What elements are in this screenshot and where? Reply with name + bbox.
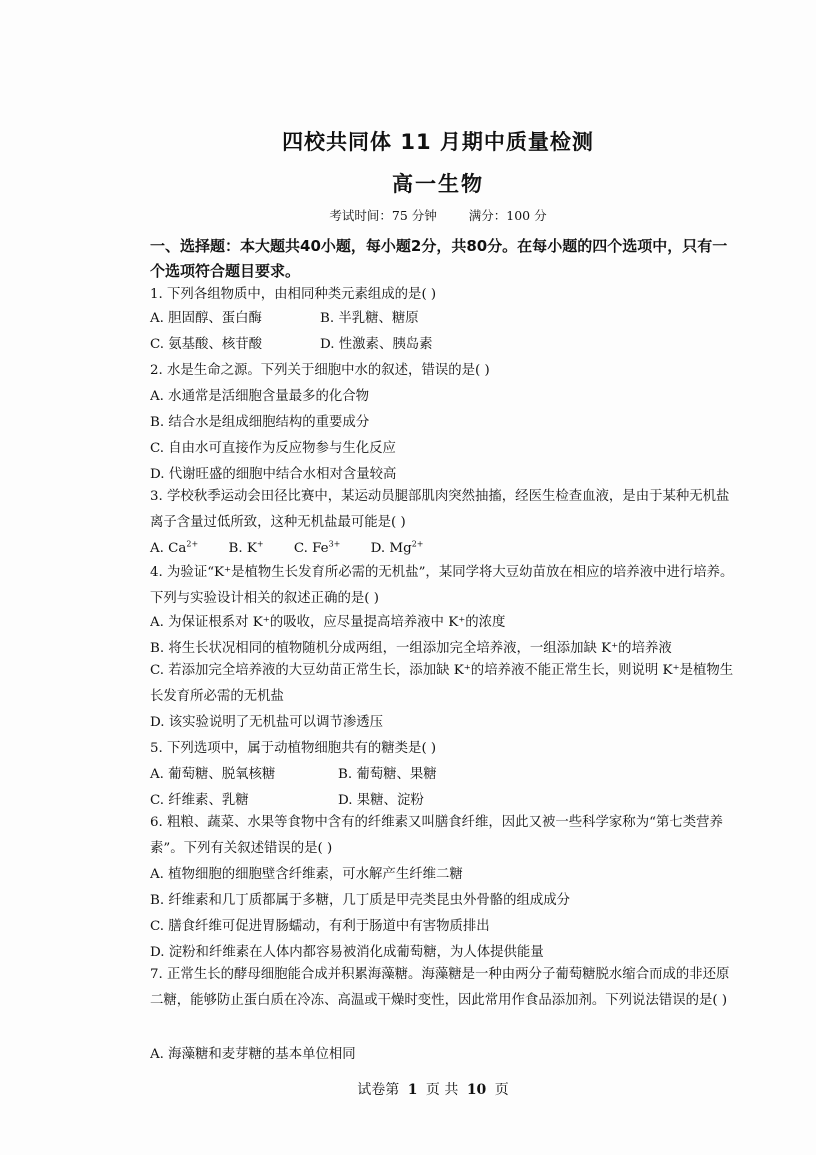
- exam-title: 四校共同体 11 月期中质量检测: [282, 130, 594, 154]
- q3-stem: 3. 学校秋季运动会田径比赛中，某运动员腿部肌肉突然抽搐，经医生检查血液，是由于某种无机盐离子含量过低所致，这种无机盐最可能是( ): [150, 489, 730, 530]
- q2-option-d: D. 代谢旺盛的细胞中结合水相对含量较高: [150, 467, 397, 482]
- page-number: 1: [407, 1082, 418, 1098]
- q1-option-b: B. 半乳糖、糖原: [320, 311, 419, 326]
- q7-option-a: A. 海藻糖和麦芽糖的基本单位相同: [150, 1047, 356, 1062]
- q4-option-a: A. 为保证根系对 K⁺的吸收，应尽量提高培养液中 K⁺的浓度: [150, 615, 506, 630]
- q3-option-d: D. $Mg^{2+}$: [370, 539, 424, 556]
- q5-option-d: D. 果糖、淀粉: [338, 793, 424, 808]
- q4-option-d: D. 该实验说明了无机盐可以调节渗透压: [150, 715, 384, 730]
- q2-option-b: B. 结合水是组成细胞结构的重要成分: [150, 415, 370, 430]
- q1-option-a: A. 胆固醇、蛋白酶: [150, 311, 262, 326]
- q3-option-a: A. $Ca^{2+}$: [150, 539, 199, 556]
- q3-options: [150, 540, 450, 558]
- q2-stem: 2. 水是生命之源。下列关于细胞中水的叙述，错误的是( ): [150, 363, 490, 378]
- q5-option-a: A. 葡萄糖、脱氧核糖: [150, 767, 276, 782]
- q6-stem: 6. 粗粮、蔬菜、水果等食物中含有的纤维素又叫膳食纤维，因此又被一些科学家称为“第七类营养素”。下列有关叙述错误的是( ): [150, 815, 723, 856]
- section-heading: 一、选择题：本大题共40小题，每小题2分，共80分。在每小题的四个选项中，只有一个选项符合题目要求。: [150, 237, 728, 280]
- q5-option-b: B. 葡萄糖、果糖: [338, 767, 437, 782]
- q6-option-d: D. 淀粉和纤维素在人体内都容易被消化成葡萄糖，为人体提供能量: [150, 945, 544, 960]
- full-score: 满分：100 分: [468, 208, 547, 223]
- q6-option-c: C. 膳食纤维可促进胃肠蠕动，有利于肠道中有害物质排出: [150, 919, 490, 934]
- q1-option-c: C. 氨基酸、核苷酸: [150, 337, 263, 352]
- q2-option-c: C. 自由水可直接作为反应物参与生化反应: [150, 441, 396, 456]
- q1-option-d: D. 性激素、胰岛素: [320, 337, 433, 352]
- q4-stem: 4. 为验证“K⁺是植物生长发育所必需的无机盐”，某同学将大豆幼苗放在相应的培养液中进行培养。下列与实验设计相关的叙述正确的是( ): [150, 565, 734, 606]
- exam-subject: 高一生物: [392, 172, 484, 196]
- exam-time: 考试时间：75 分钟: [329, 208, 437, 223]
- q1-stem: 1. 下列各组物质中，由相同种类元素组成的是( ): [150, 287, 437, 302]
- q5-option-c: C. 纤维素、乳糖: [150, 793, 249, 808]
- q6-option-b: B. 纤维素和几丁质都属于多糖，几丁质是甲壳类昆虫外骨骼的组成成分: [150, 893, 571, 908]
- q6-option-a: A. 植物细胞的细胞壁含纤维素，可水解产生纤维二糖: [150, 867, 463, 882]
- q4-option-b: B. 将生长状况相同的植物随机分成两组，一组添加完全培养液，一组添加缺 K⁺的培养液: [150, 641, 672, 656]
- q4-option-c: C. 若添加完全培养液的大豆幼苗正常生长，添加缺 K⁺的培养液不能正常生长，则说明 K⁺是植物生长发育所必需的无机盐: [150, 663, 734, 704]
- q2-option-a: A. 水通常是活细胞含量最多的化合物: [150, 389, 370, 404]
- exam-meta: [0, 206, 816, 224]
- q3-option-c: C. $Fe^{3+}$: [293, 539, 341, 556]
- q3-option-b: B. K+: [228, 539, 264, 556]
- total-pages: 10: [466, 1082, 487, 1098]
- q5-stem: 5. 下列选项中，属于动植物细胞共有的糖类是( ): [150, 741, 437, 756]
- q7-stem: 7. 正常生长的酵母细胞能合成并积累海藻糖。海藻糖是一种由两分子葡萄糖脱水缩合而成的非还原二糖，能够防止蛋白质在冷冻、高温或干燥时变性，因此常用作食品添加剂。下列说法错误的是( ): [150, 967, 730, 1008]
- page-footer: 试卷第 1 页 共 10 页: [357, 1082, 509, 1098]
